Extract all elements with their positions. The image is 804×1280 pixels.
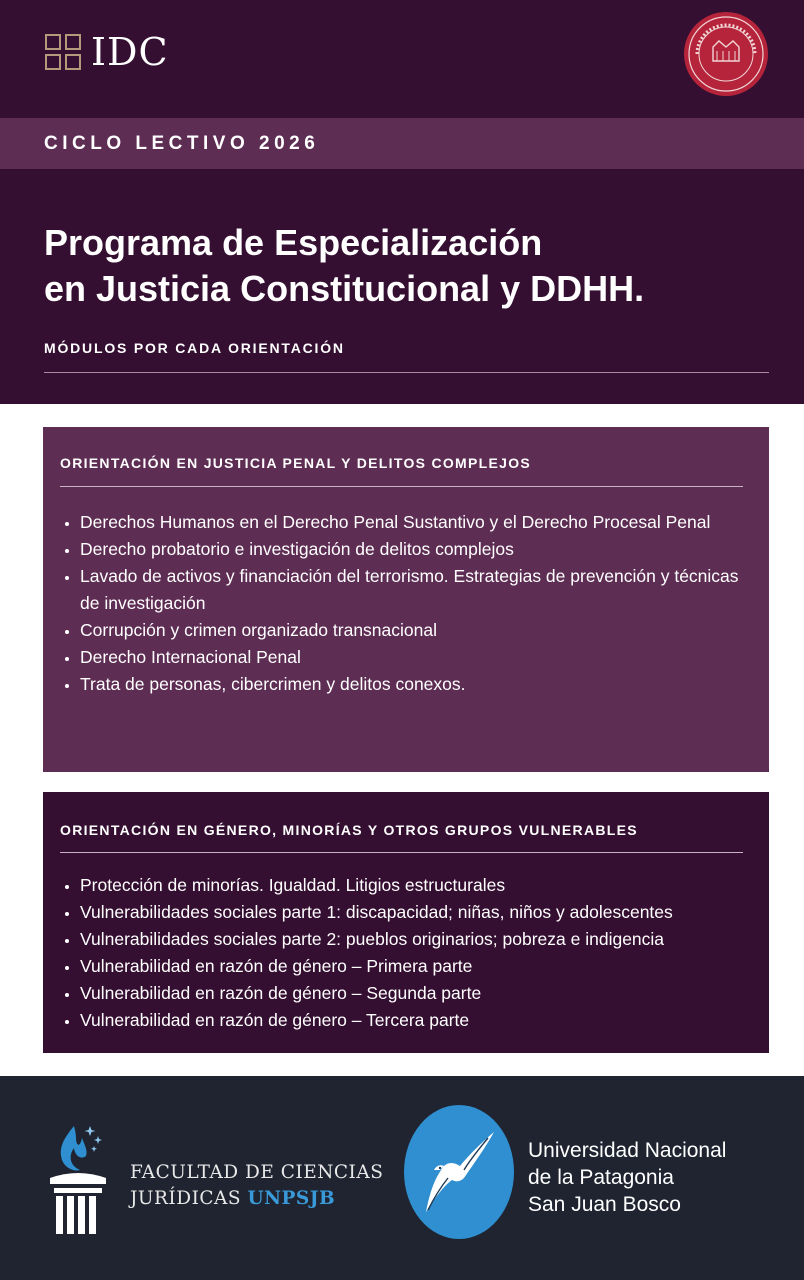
title-line-1: Programa de Especialización <box>44 222 543 263</box>
albatross-icon <box>418 1130 502 1216</box>
orientation-card-penal <box>43 427 769 772</box>
orientation-card-genero <box>43 792 769 1053</box>
orientation-title: ORIENTACIÓN EN JUSTICIA PENAL Y DELITOS COMPLEJOS <box>60 455 532 471</box>
faculty-acronym: UNPSJB <box>247 1188 336 1209</box>
list-item: • Vulnerabilidad en razón de género – Segunda parte <box>80 980 760 1007</box>
university-line-2: de la Patagonia <box>528 1166 674 1189</box>
list-item: • Corrupción y crimen organizado transnacional <box>80 617 760 644</box>
orientation-divider <box>60 486 743 487</box>
orientation-title: ORIENTACIÓN EN GÉNERO, MINORÍAS Y OTROS GRUPOS VULNERABLES <box>60 822 638 838</box>
university-line-1: Universidad Nacional <box>528 1139 727 1162</box>
list-item: • Vulnerabilidades sociales parte 2: pueblos originarios; pobreza e indigencia <box>80 926 760 953</box>
page-subtitle: MÓDULOS POR CADA ORIENTACIÓN <box>44 340 345 356</box>
grid-logo-icon <box>45 34 81 70</box>
university-line-3: San Juan Bosco <box>528 1193 681 1216</box>
orientation-divider <box>60 852 743 853</box>
header-divider <box>44 372 769 373</box>
list-item: • Derecho Internacional Penal <box>80 644 760 671</box>
title-line-2: en Justicia Constitucional y DDHH. <box>44 268 645 309</box>
flame-column-icon <box>48 1120 108 1238</box>
logo-text: IDC <box>91 30 169 74</box>
faculty-line-1: FACULTAD DE CIENCIAS <box>130 1162 384 1183</box>
faculty-name <box>130 1160 383 1212</box>
list-item: • Lavado de activos y financiación del terrorismo. Estrategias de prevención y técnicas de investigación <box>80 563 760 617</box>
idc-logo <box>45 30 169 74</box>
faculty-line-2-text: JURÍDICAS <box>130 1188 242 1209</box>
list-item: • Protección de minorías. Igualdad. Litigios estructurales <box>80 872 760 899</box>
list-item: • Vulnerabilidad en razón de género – Tercera parte <box>80 1007 760 1034</box>
list-item: • Derechos Humanos en el Derecho Penal Sustantivo y el Derecho Procesal Penal <box>80 509 760 536</box>
list-item: • Derecho probatorio e investigación de delitos complejos <box>80 536 760 563</box>
university-seal-icon <box>683 11 769 97</box>
list-item: • Vulnerabilidad en razón de género – Primera parte <box>80 953 760 980</box>
university-name <box>528 1137 726 1218</box>
page-title <box>44 220 784 312</box>
list-item: • Vulnerabilidades sociales parte 1: discapacidad; niñas, niños y adolescentes <box>80 899 760 926</box>
ciclo-lectivo-label: CICLO LECTIVO 2026 <box>44 133 320 154</box>
faculty-line-2 <box>130 1186 383 1212</box>
module-list <box>60 509 760 698</box>
list-item: • Trata de personas, cibercrimen y delitos conexos. <box>80 671 760 698</box>
module-list <box>60 872 760 1034</box>
